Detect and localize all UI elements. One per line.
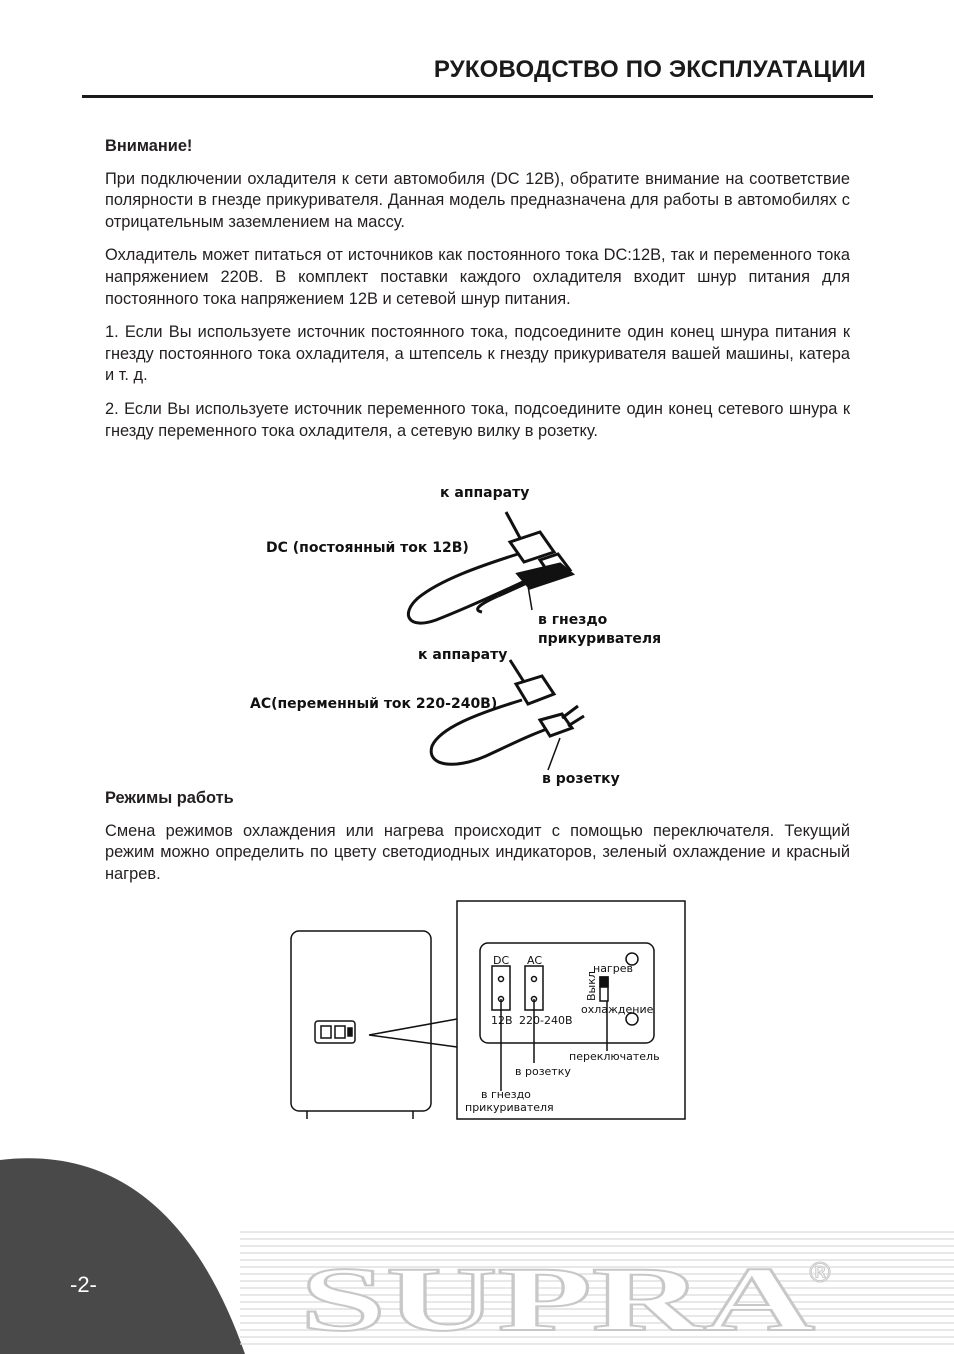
modes-text: Смена режимов охлаждения или нагрева происходит с помощью переключателя. Текущий режим можно определить по цвету светодиодных индикаторов, зеленый охлаждение и красный нагрев. bbox=[105, 821, 850, 883]
ac-to-device-label: к аппарату bbox=[418, 647, 508, 663]
page-title: РУКОВОДСТВО ПО ЭКСПЛУАТАЦИИ bbox=[433, 56, 866, 83]
page-number: -2- bbox=[70, 1272, 97, 1297]
paragraph-polarity: При подключении охладителя к сети автомобиля (DC 12В), обратите внимание на соответствие полярности в гнезде прикуривателя. Данная модель предназначена для работы в автомобилях с отрицательным заземлением на массу. bbox=[105, 169, 850, 231]
ac-label: АС(переменный ток 220-240В) bbox=[250, 696, 498, 712]
lighter-socket-label-1: в гнездо bbox=[481, 1088, 531, 1101]
panel-heat-label: нагрев bbox=[593, 962, 633, 975]
ac-cord-illustration bbox=[431, 660, 584, 764]
header-divider bbox=[82, 95, 873, 98]
brand-logo: SUPRA bbox=[300, 1248, 815, 1350]
dc-cord-illustration bbox=[408, 512, 572, 623]
attention-heading: Внимание! bbox=[105, 137, 193, 155]
panel-cool-label: охлаждение bbox=[581, 1003, 654, 1016]
lighter-socket-label-2: прикуривателя bbox=[465, 1101, 554, 1114]
ac-socket-label: в розетку bbox=[542, 771, 620, 787]
modes-section bbox=[105, 788, 850, 897]
dc-to-device-label: к аппарату bbox=[440, 485, 530, 501]
control-panel-figure bbox=[285, 895, 690, 1125]
attention-section bbox=[105, 136, 850, 454]
ac-socket-panel-label: в розетку bbox=[515, 1065, 571, 1078]
dc-socket-label-1: в гнездо bbox=[538, 612, 608, 628]
panel-dc-label: DC bbox=[493, 954, 510, 967]
cooler-body-illustration bbox=[291, 931, 457, 1119]
paragraph-ac-instructions: 2. Если Вы используете источник переменного тока, подсоедините один конец сетевого шнура к гнезду переменного тока охладителя, а сетевую вилку в розетку. bbox=[105, 399, 850, 440]
panel-220v-label: 220-240В bbox=[519, 1014, 573, 1027]
panel-off-label: Выкл bbox=[585, 971, 598, 1001]
ac-arrow-line bbox=[548, 738, 560, 770]
dc-socket-label-2: прикуривателя bbox=[538, 631, 662, 647]
registered-mark: ® bbox=[806, 1256, 834, 1289]
paragraph-power-sources: Охладитель может питаться от источников как постоянного тока DC:12В, так и переменного тока напряжением 220В. В комплект поставки каждого охладителя входит шнур питания для постоянного тока напряжением 12В и сетевой шнур питания. bbox=[105, 246, 850, 308]
panel-12v-label: 12В bbox=[491, 1014, 513, 1027]
panel-ac-label: AC bbox=[527, 954, 543, 967]
switch-label: переключатель bbox=[569, 1050, 660, 1063]
power-cords-figure bbox=[240, 470, 680, 790]
paragraph-dc-instructions: 1. Если Вы используете источник постоянного тока, подсоедините один конец шнура питания к гнезду постоянного тока охладителя, а штепсель к гнезду прикуривателя вашей машины, катера и т. д. bbox=[105, 323, 850, 385]
modes-heading: Режимы работь bbox=[105, 789, 234, 807]
dc-label: DC (постоянный ток 12В) bbox=[266, 540, 469, 556]
